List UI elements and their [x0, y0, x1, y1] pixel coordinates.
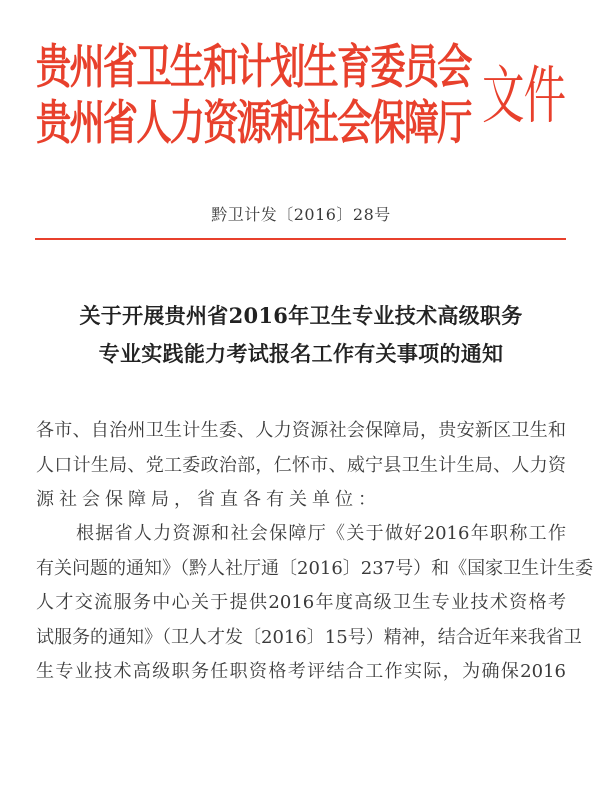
- addressee-line-2: 人口计生局、党工委政治部，仁怀市、威宁县卫生计生局、人力资: [36, 455, 566, 476]
- paragraph-line-3: 人才交流服务中心关于提供2016年度高级卫生专业技术资格考: [36, 592, 566, 613]
- paragraph-line-5: 生专业技术高级职务任职资格考评结合工作实际，为确保2016: [36, 661, 566, 682]
- paragraph-line-1: 根据省人力资源和社会保障厅《关于做好2016年职称工作: [76, 523, 566, 544]
- document-number: 黔卫计发〔2016〕28号: [211, 205, 391, 224]
- document-title-line-1: 关于开展贵州省2016年卫生专业技术高级职务: [79, 303, 523, 328]
- document-title-line-2: 专业实践能力考试报名工作有关事项的通知: [98, 341, 504, 366]
- paragraph-line-2: 有关问题的通知》（黔人社厅通〔2016〕237号）和《国家卫生计生委: [36, 558, 594, 579]
- document-label: 文件: [482, 59, 566, 132]
- issuer-name-health-commission: 贵州省卫生和计划生育委员会: [36, 39, 471, 95]
- header-divider: [35, 238, 566, 240]
- addressee-line-3: 源社会保障局，省直各有关单位：: [36, 489, 381, 510]
- paragraph-line-4: 试服务的通知》（卫人才发〔2016〕15号）精神，结合近年来我省卫: [36, 627, 582, 648]
- issuer-name-hr-department: 贵州省人力资源和社会保障厅: [36, 95, 471, 151]
- addressee-line-1: 各市、自治州卫生计生委、人力资源社会保障局，贵安新区卫生和: [36, 420, 566, 441]
